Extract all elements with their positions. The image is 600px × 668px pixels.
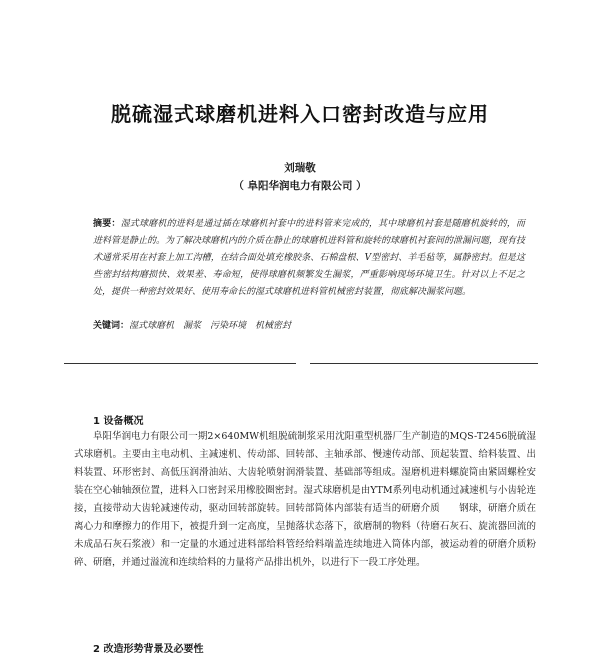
section-1-body: 阜阳华润电力有限公司一期2×640MW机组脱硫制浆采用沈阳重型机器厂生产制造的MQS-T2456脱硫湿式球磨机。主要由主电动机、主减速机、传动部、回转部、主轴承部、慢速传动部、顶起装置、给料装置、出料装置、环形密封、高低压润滑油站、大齿轮喷射润滑装置、基础部等组成。湿磨机进料螺旋筒由紧固螺栓安装在空心轴轴颈位置，进料入口密封采用橡胶圈密封。湿式球磨机是由YTM系列电动机通过减速机与小齿轮连接，直接带动大齿轮减速传动，驱动回转部旋转。回转部筒体内部装有适当的研磨介质 钢球，研磨介质在离心力和摩擦力的作用下，被提升到一定高度，呈抛落状态落下，欲磨制的物料（待磨石灰石、旋流器回流的未成品石灰石浆液）和一定量的水通过进料部给料管经给料端盖连续地进入筒体内部，被运动着的研磨介质粉碎、研磨，并通过溢流和连续给料的力量将产品排出机外，以进行下一段工序处理。 [74, 431, 536, 568]
author-affiliation: （ 阜阳华润电力有限公司 ） [233, 180, 367, 192]
abstract-label: 摘要： [93, 219, 121, 229]
keywords-text: 湿式球磨机 漏浆 污染环境 机械密封 [129, 321, 292, 331]
keywords [93, 318, 525, 331]
abstract-text: 湿式球磨机的进料是通过插在球磨机衬套中的进料管来完成的，其中球磨机衬套是随磨机旋转的，而进料管是静止的。为了解决球磨机内的介质在静止的球磨机进料管和旋转的球磨机衬套间的泄漏问题，现有技术通常采用在衬套上加工沟槽，在结合面处填充橡胶条、石棉盘根、V型密封、羊毛毡等，属静密封。但是这些密封结构磨损快、效果差、寿命短，使得球磨机频繁发生漏浆，严重影响现场环境卫生。针对以上不足之处，提供一种密封效果好、使用寿命长的湿式球磨机进料管机械密封装置，彻底解决漏浆问题。 [93, 219, 526, 297]
keywords-label: 关键词： [93, 321, 130, 331]
abstract [93, 216, 525, 301]
author-name: 刘瑞敬 [284, 162, 316, 174]
section-heading-2: 2 改造形势背景及必要性 [93, 644, 204, 655]
separator-rule-left [64, 363, 296, 364]
section-heading-1: 1 设备概况 [93, 416, 144, 427]
paper-title: 脱硫湿式球磨机进料入口密封改造与应用 [111, 102, 489, 126]
separator-rule-right [310, 363, 538, 364]
